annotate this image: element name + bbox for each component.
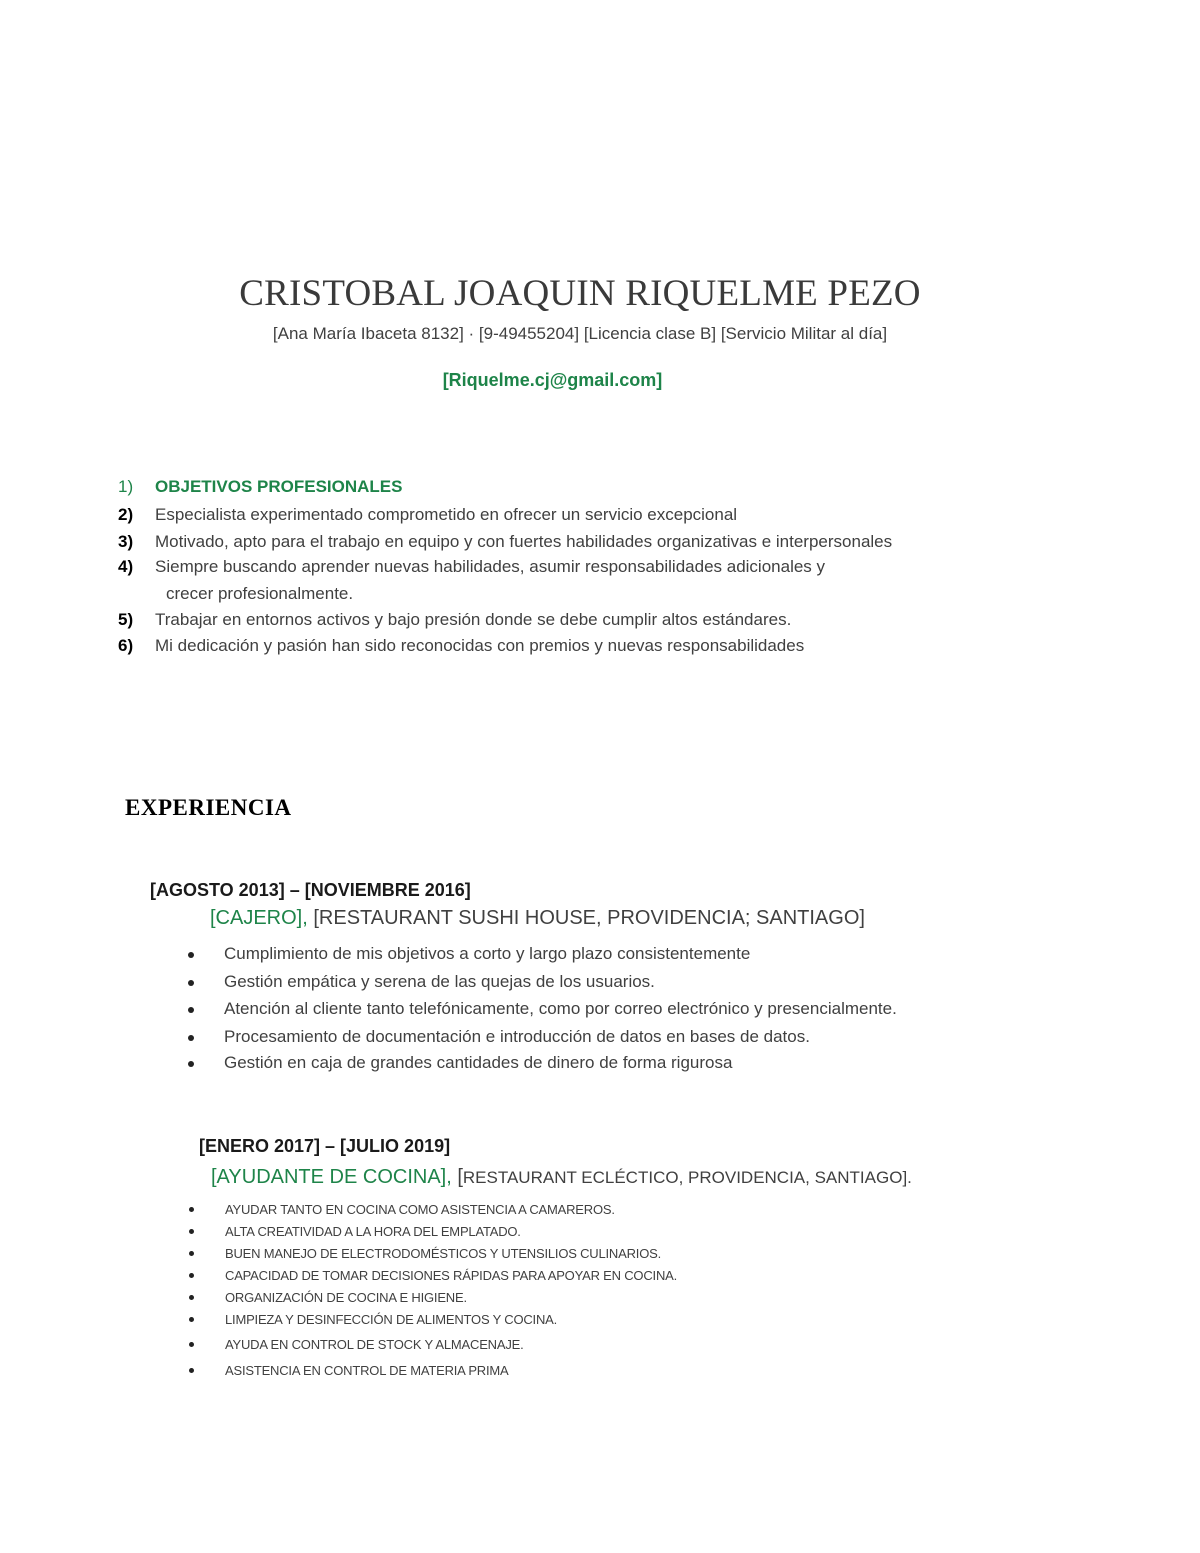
bullet-icon (188, 952, 194, 958)
job-title: [CAJERO], (210, 907, 314, 929)
job-place-end: ]. (902, 1168, 912, 1187)
bullet-icon (188, 1035, 194, 1041)
job-role (211, 1166, 912, 1189)
bullet-icon (188, 1061, 194, 1067)
list-number: 5) (118, 610, 134, 629)
email-link[interactable]: [Riquelme.cj@gmail.com] (442, 370, 663, 390)
experience-heading: EXPERIENCIA (125, 795, 292, 820)
bullet-text: ORGANIZACIÓN DE COCINA E HIGIENE. (225, 1290, 467, 1305)
objective-item-continuation: crecer profesionalmente. (166, 584, 354, 603)
bullet-text: BUEN MANEJO DE ELECTRODOMÉSTICOS Y UTENSILIOS CULINARIOS. (225, 1246, 661, 1261)
job-dates: [AGOSTO 2013] – [NOVIEMBRE 2016] (150, 880, 471, 900)
objective-item: Trabajar en entornos activos y bajo presión donde se debe cumplir altos estándares. (155, 610, 792, 629)
bullet-icon (189, 1295, 194, 1300)
objective-item: Siempre buscando aprender nuevas habilidades, asumir responsabilidades adicionales y (155, 557, 826, 576)
bullet-icon (189, 1273, 194, 1278)
job-role (210, 907, 865, 930)
job-title: [AYUDANTE DE COCINA], (211, 1166, 458, 1188)
list-number: 2) (118, 505, 134, 524)
job-dates: [ENERO 2017] – [JULIO 2019] (199, 1136, 451, 1156)
job-place: [RESTAURANT SUSHI HOUSE, PROVIDENCIA; SANTIAGO] (313, 907, 865, 929)
objective-item: Especialista experimentado comprometido en ofrecer un servicio excepcional (155, 505, 738, 524)
bullet-text: ALTA CREATIVIDAD A LA HORA DEL EMPLATADO. (225, 1224, 521, 1239)
bullet-text: AYUDAR TANTO EN COCINA COMO ASISTENCIA A CAMAREROS. (225, 1202, 615, 1217)
objective-item: Mi dedicación y pasión han sido reconocidas con premios y nuevas responsabilidades (155, 636, 805, 655)
bullet-icon (189, 1342, 194, 1347)
bullet-text: CAPACIDAD DE TOMAR DECISIONES RÁPIDAS PARA APOYAR EN COCINA. (225, 1268, 678, 1283)
bullet-text: Atención al cliente tanto telefónicamente, como por correo electrónico y presencialmente. (224, 999, 897, 1018)
bullet-text: LIMPIEZA Y DESINFECCIÓN DE ALIMENTOS Y COCINA. (225, 1312, 558, 1327)
bullet-icon (188, 980, 194, 986)
bullet-icon (189, 1229, 194, 1234)
bullet-icon (189, 1317, 194, 1322)
job-place-bracket: [ (457, 1166, 463, 1188)
bullet-icon (188, 1007, 194, 1013)
resume-name: CRISTOBAL JOAQUIN RIQUELME PEZO (239, 273, 921, 314)
list-number: 3) (118, 532, 134, 551)
bullet-text: Cumplimiento de mis objetivos a corto y largo plazo consistentemente (224, 944, 751, 963)
list-number: 4) (118, 557, 134, 576)
list-number: 1) (118, 477, 134, 496)
bullet-text: ASISTENCIA EN CONTROL DE MATERIA PRIMA (225, 1363, 509, 1378)
bullet-text: AYUDA EN CONTROL DE STOCK Y ALMACENAJE. (225, 1337, 524, 1352)
bullet-text: Gestión en caja de grandes cantidades de dinero de forma rigurosa (224, 1053, 733, 1072)
contact-line: [Ana María Ibaceta 8132] · [9-49455204] [Licencia clase B] [Servicio Militar al día] (272, 324, 888, 343)
list-number: 6) (118, 636, 134, 655)
objective-item: Motivado, apto para el trabajo en equipo y con fuertes habilidades organizativas e interpersonales (155, 532, 893, 551)
job-place: RESTAURANT ECLÉCTICO, PROVIDENCIA, SANTIAGO (462, 1168, 903, 1187)
objectives-heading: OBJETIVOS PROFESIONALES (155, 477, 403, 496)
bullet-icon (189, 1251, 194, 1256)
bullet-icon (189, 1207, 194, 1212)
bullet-text: Gestión empática y serena de las quejas de los usuarios. (224, 972, 655, 991)
bullet-text: Procesamiento de documentación e introducción de datos en bases de datos. (224, 1027, 810, 1046)
bullet-icon (189, 1368, 194, 1373)
